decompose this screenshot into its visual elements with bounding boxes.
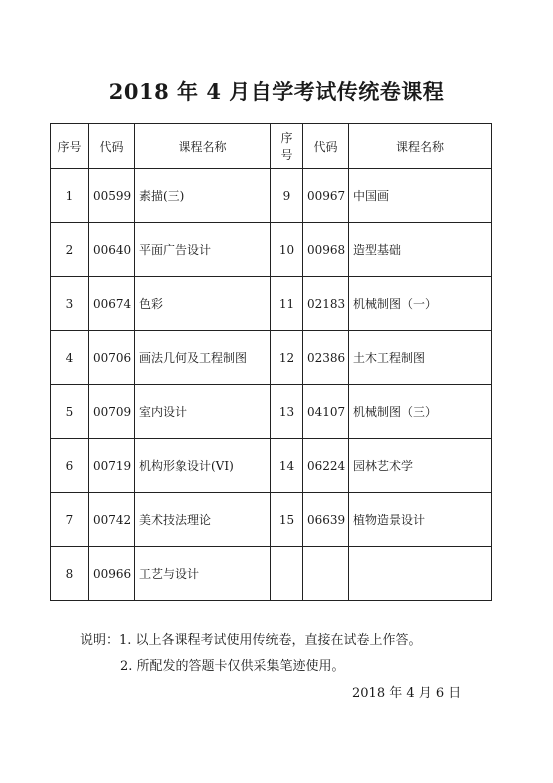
explanation-note xyxy=(80,628,422,680)
cell-code: 00706 xyxy=(89,331,135,385)
cell-no: 2 xyxy=(51,223,89,277)
page-title: 2018 年 4 月自学考试传统卷课程 xyxy=(108,79,445,104)
cell-course-name: 造型基础 xyxy=(349,223,492,277)
cell-code: 00967 xyxy=(303,169,349,223)
cell-no: 11 xyxy=(271,277,303,331)
header-course-name: 课程名称 xyxy=(349,124,492,169)
cell-course-name: 室内设计 xyxy=(135,385,271,439)
table-row xyxy=(51,493,492,547)
cell-code: 00640 xyxy=(89,223,135,277)
cell-code: 00966 xyxy=(89,547,135,601)
cell-code xyxy=(303,547,349,601)
cell-no: 7 xyxy=(51,493,89,547)
cell-no: 3 xyxy=(51,277,89,331)
table-row xyxy=(51,169,492,223)
cell-no: 10 xyxy=(271,223,303,277)
cell-code: 00674 xyxy=(89,277,135,331)
cell-no: 13 xyxy=(271,385,303,439)
cell-code: 00719 xyxy=(89,439,135,493)
table-row xyxy=(51,277,492,331)
cell-no: 5 xyxy=(51,385,89,439)
cell-course-name: 工艺与设计 xyxy=(135,547,271,601)
cell-course-name: 机械制图（一） xyxy=(349,277,492,331)
course-table xyxy=(50,123,492,601)
cell-course-name: 画法几何及工程制图 xyxy=(135,331,271,385)
header-no: 序号 xyxy=(271,124,303,169)
cell-code: 00599 xyxy=(89,169,135,223)
cell-no: 4 xyxy=(51,331,89,385)
table-row xyxy=(51,223,492,277)
cell-course-name: 植物造景设计 xyxy=(349,493,492,547)
cell-no xyxy=(271,547,303,601)
table-row xyxy=(51,331,492,385)
issue-date: 2018 年 4 月 6 日 xyxy=(352,686,462,701)
cell-code: 04107 xyxy=(303,385,349,439)
header-code: 代码 xyxy=(89,124,135,169)
cell-code: 06639 xyxy=(303,493,349,547)
cell-code: 06224 xyxy=(303,439,349,493)
cell-code: 00742 xyxy=(89,493,135,547)
cell-code: 00709 xyxy=(89,385,135,439)
cell-course-name: 色彩 xyxy=(135,277,271,331)
note-line-1: 说明：1. 以上各课程考试使用传统卷，直接在试卷上作答。 xyxy=(80,633,422,648)
cell-code: 00968 xyxy=(303,223,349,277)
cell-course-name: 素描(三) xyxy=(135,169,271,223)
table-row xyxy=(51,439,492,493)
cell-no: 14 xyxy=(271,439,303,493)
cell-course-name: 土木工程制图 xyxy=(349,331,492,385)
header-course-name: 课程名称 xyxy=(135,124,271,169)
cell-course-name: 机械制图（三） xyxy=(349,385,492,439)
cell-course-name: 中国画 xyxy=(349,169,492,223)
header-no: 序号 xyxy=(51,124,89,169)
header-code: 代码 xyxy=(303,124,349,169)
cell-course-name: 平面广告设计 xyxy=(135,223,271,277)
table-row xyxy=(51,547,492,601)
cell-code: 02386 xyxy=(303,331,349,385)
cell-course-name: 美术技法理论 xyxy=(135,493,271,547)
cell-no: 9 xyxy=(271,169,303,223)
cell-course-name: 机构形象设计(VI) xyxy=(135,439,271,493)
table-row xyxy=(51,385,492,439)
cell-no: 12 xyxy=(271,331,303,385)
table-header-row xyxy=(51,124,492,169)
cell-course-name xyxy=(349,547,492,601)
cell-no: 1 xyxy=(51,169,89,223)
cell-code: 02183 xyxy=(303,277,349,331)
cell-no: 15 xyxy=(271,493,303,547)
cell-no: 8 xyxy=(51,547,89,601)
note-line-2: 2. 所配发的答题卡仅供采集笔迹使用。 xyxy=(120,659,345,674)
cell-no: 6 xyxy=(51,439,89,493)
cell-course-name: 园林艺术学 xyxy=(349,439,492,493)
